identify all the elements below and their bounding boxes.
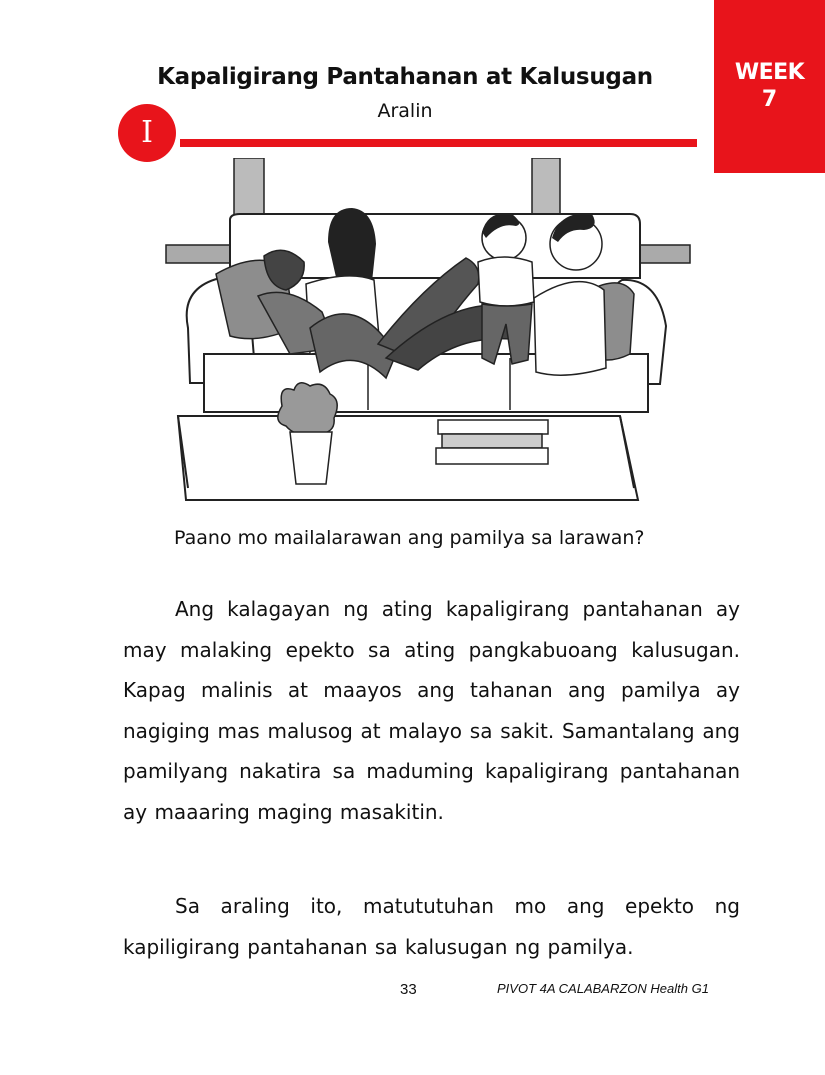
guide-question: Paano mo mailalarawan ang pamilya sa larawan? bbox=[174, 527, 645, 549]
page-subtitle: Aralin bbox=[377, 100, 433, 122]
page-title: Kapaligirang Pantahanan at Kalusugan bbox=[157, 64, 653, 90]
week-label: WEEK bbox=[734, 60, 805, 85]
footer-label: PIVOT 4A CALABARZON Health G1 bbox=[497, 981, 709, 996]
lesson-paragraph-1: Ang kalagayan ng ating kapaligirang pantahanan ay may malaking epekto sa ating pangkabuoang kalusugan. Kapag malinis at maayos ang tahanan ang pamilya ay nagiging mas malusog at malayo sa sakit. Samantalang ang pamilyang nakatira sa maduming kapaligirang pantahanan ay maaaring maging masakitin. bbox=[123, 597, 740, 824]
page-number: 33 bbox=[400, 981, 417, 998]
title-divider bbox=[180, 139, 697, 147]
lesson-marker-badge: I bbox=[118, 104, 176, 162]
week-number: 7 bbox=[761, 87, 778, 112]
family-on-sofa-illustration bbox=[160, 158, 700, 503]
lesson-paragraph-2: Sa araling ito, matututuhan mo ang epekto ng kapiligirang pantahanan sa kalusugan ng pamilya. bbox=[123, 894, 740, 959]
week-tab bbox=[714, 0, 825, 173]
